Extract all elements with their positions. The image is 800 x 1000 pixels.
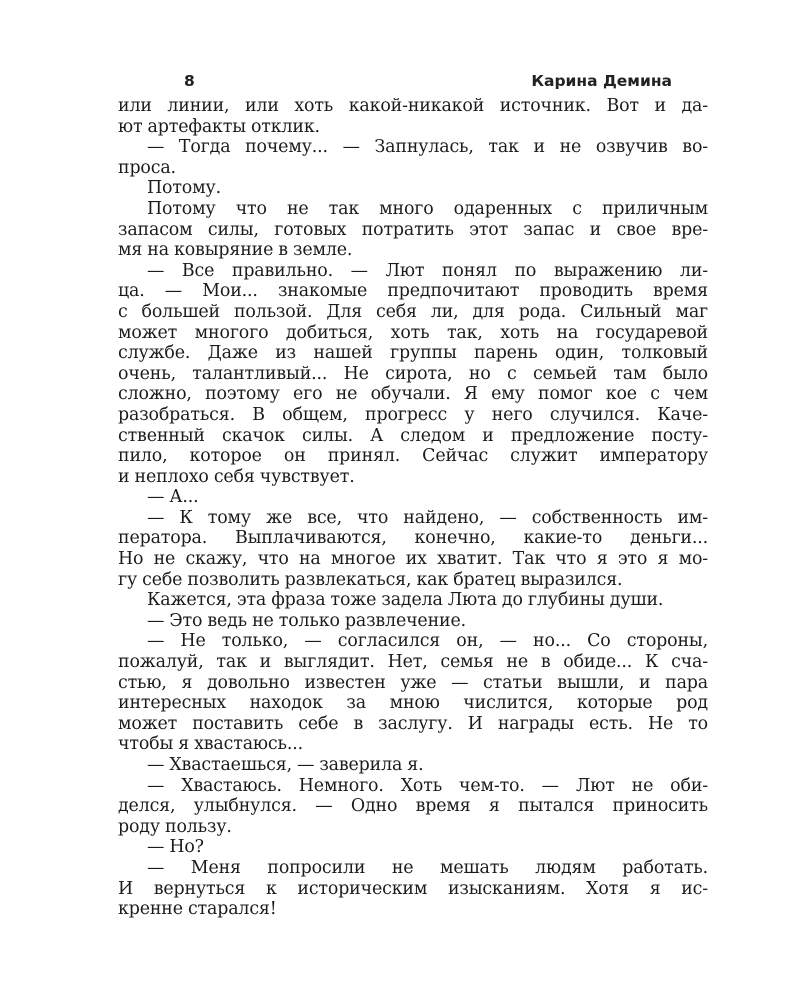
text-line: делся, улыбнулся. — Одно время я пытался приносить [118,796,708,817]
text-line: Потому что не так много одаренных с приличным [147,198,708,219]
text-line: — А... [147,487,199,508]
body-text [118,96,708,920]
text-line: ственный скачок силы. А следом и предложение посту- [118,425,708,446]
text-line: интересных находок за мною числится, которые род [118,693,708,714]
text-line: сложно, поэтому его не обучали. Я ему помог кое с чем [118,384,708,405]
text-line: разобраться. В общем, прогресс у него случился. Каче- [118,404,708,425]
text-line: очень, талантливый... Не сирота, но с семьей там было [118,363,708,384]
running-header [118,68,708,96]
text-line: и неплохо себя чувствует. [118,466,355,487]
text-line: пожалуй, так и выглядит. Нет, семья не в обиде... К сча- [118,652,708,673]
text-line: проса. [118,157,176,178]
text-line: может поставить себе в заслугу. И награды есть. Не то [118,713,708,734]
text-line: ператора. Выплачиваются, конечно, какие-то деньги... [118,528,708,549]
text-line: чтобы я хвастаюсь... [118,734,303,755]
text-line: — Меня попросили не мешать людям работать. [147,857,708,878]
text-line: Кажется, эта фраза тоже задела Люта до глубины души. [147,590,664,611]
text-line: — Тогда почему... — Запнулась, так и не озвучив во- [147,137,708,158]
text-line: может многого добиться, хоть так, хоть на государевой [118,322,708,343]
text-line: или линии, или хоть какой-никакой источник. Вот и да- [118,96,708,116]
text-line: Потому. [147,178,221,199]
text-line: запасом силы, готовых потратить этот запас и свое вре- [118,219,708,240]
text-line: гу себе позволить развлекаться, как братец выразился. [118,569,623,590]
text-line: кренне старался! [118,899,277,920]
text-line: Но не скажу, что на многое их хватит. Так что я это я мо- [118,549,708,570]
text-line: с большей пользой. Для себя ли, для рода. Сильный маг [118,301,708,322]
running-head-author: Карина Демина [531,72,672,90]
page-number: 8 [184,72,195,90]
text-line: — Это ведь не только развлечение. [147,610,466,631]
book-page [118,68,708,920]
text-line: — Все правильно. — Лют понял по выражению ли- [147,260,708,281]
text-line: службе. Даже из нашей группы парень один, толковый [118,343,708,364]
text-line: пило, которое он принял. Сейчас служит императору [118,446,708,467]
text-line: ца. — Мои... знакомые предпочитают проводить время [118,281,708,302]
text-line: мя на ковыряние в земле. [118,240,353,261]
text-line: стью, я довольно известен уже — статьи вышли, и пара [118,672,708,693]
text-line: — Не только, — согласился он, — но... Со стороны, [147,631,708,652]
text-line: — Хвастаюсь. Немного. Хоть чем-то. — Лют не оби- [147,775,708,796]
text-line: роду пользу. [118,816,232,837]
text-line: И вернуться к историческим изысканиям. Хотя я ис- [118,878,708,899]
text-line: — Но? [147,837,204,858]
text-line: ют артефакты отклик. [118,116,320,137]
text-line: — Хвастаешься, — заверила я. [147,755,424,775]
text-line: — К тому же все, что найдено, — собственность им- [147,507,708,528]
